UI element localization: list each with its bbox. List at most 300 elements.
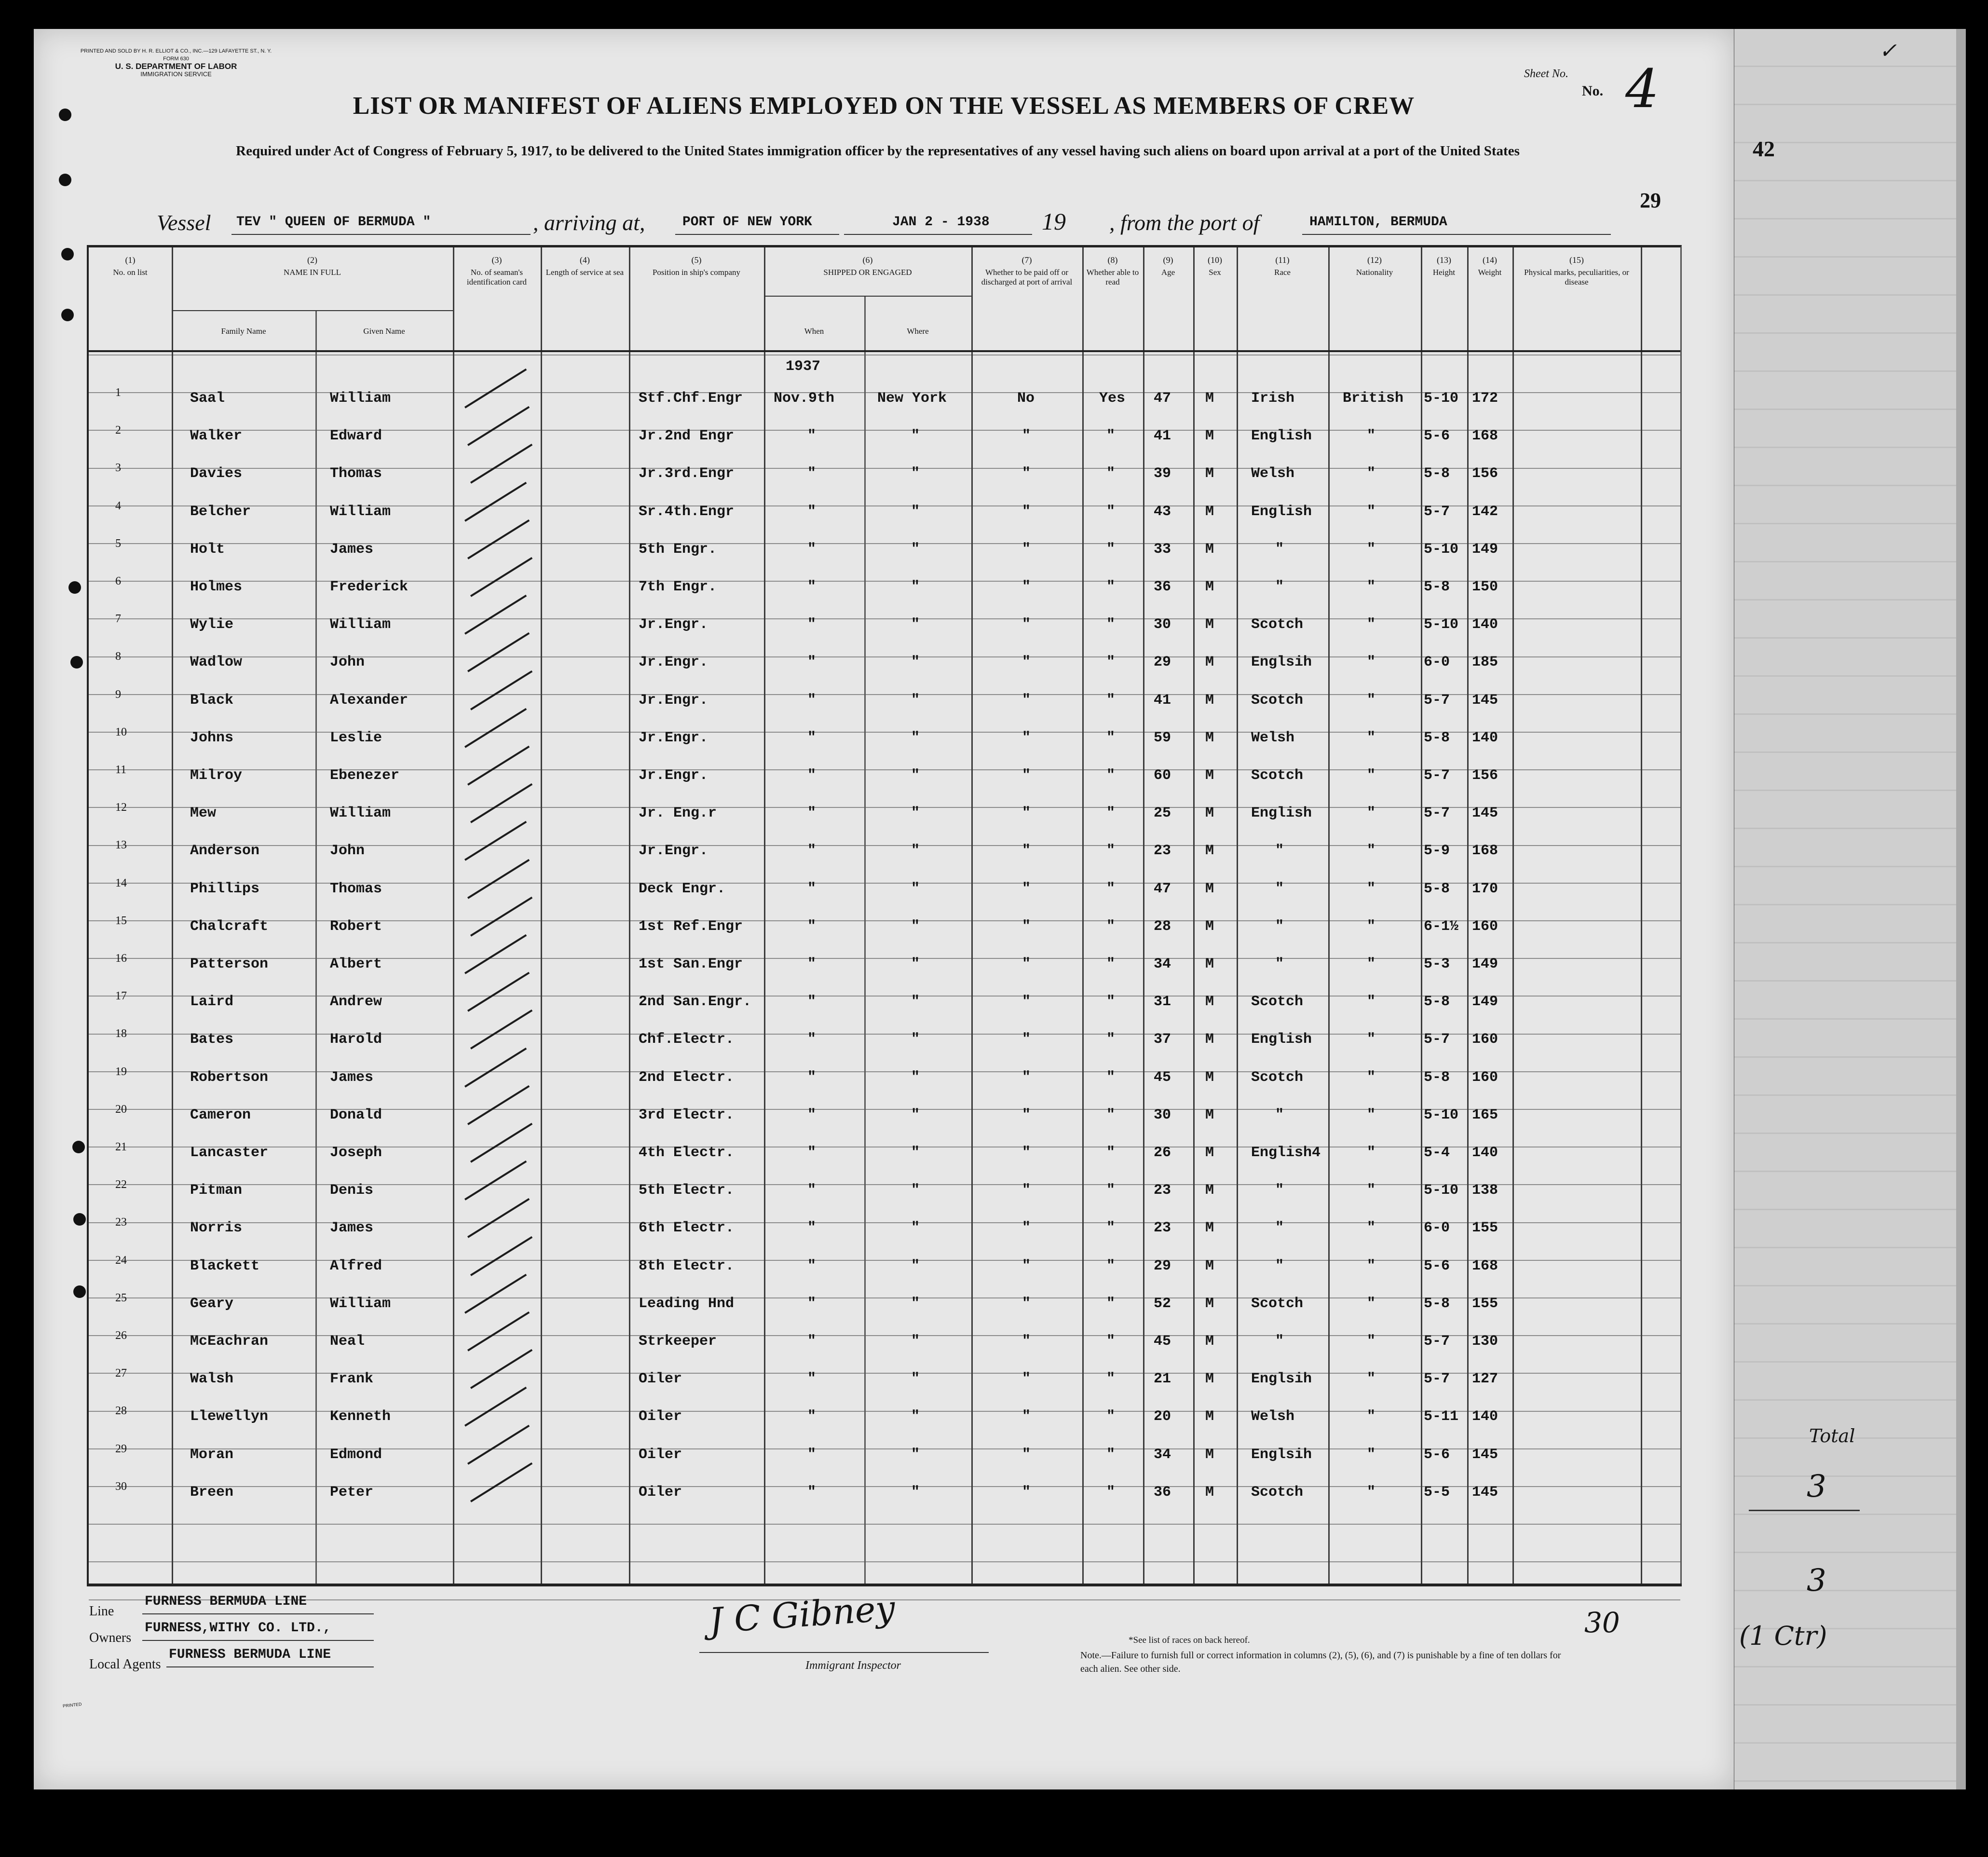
nationality: " <box>1367 1220 1376 1237</box>
able-to-read: " <box>1106 579 1116 595</box>
sex: M <box>1205 1333 1214 1350</box>
sex: M <box>1205 692 1214 709</box>
nationality: " <box>1367 692 1376 709</box>
header-num: (7) <box>1021 255 1032 265</box>
row-number: 19 <box>115 1065 127 1078</box>
height: 5-6 <box>1424 428 1450 445</box>
header-text: Position in ship's company <box>652 268 741 277</box>
race: Englsih <box>1251 1446 1312 1463</box>
races-note: *See list of races on back hereof. <box>1129 1635 1250 1645</box>
position: Oiler <box>639 1446 682 1463</box>
paid-off: " <box>1022 918 1031 935</box>
age: 20 <box>1154 1408 1171 1425</box>
header-text: Age <box>1161 268 1175 277</box>
punch-hole <box>72 1141 85 1153</box>
shipped-when: " <box>807 956 817 972</box>
inspector-signature: J C Gibney <box>708 1587 897 1641</box>
age: 41 <box>1154 428 1171 445</box>
weight: 140 <box>1472 729 1498 746</box>
shipped-when: " <box>807 428 817 445</box>
family-name: Phillips <box>190 880 260 897</box>
family-name: Walsh <box>190 1371 234 1388</box>
printer-imprint <box>46 47 306 78</box>
vessel-rule <box>231 234 531 235</box>
handwritten-count: 30 <box>1584 1606 1620 1639</box>
age: 37 <box>1154 1031 1171 1048</box>
arriving-label: , arriving at, <box>533 210 645 235</box>
age: 34 <box>1154 956 1171 972</box>
nationality: " <box>1367 579 1376 595</box>
header-text: NAME IN FULL <box>284 268 341 277</box>
row-number: 28 <box>115 1405 127 1418</box>
height: 5-11 <box>1424 1408 1459 1425</box>
header-paid-off <box>971 255 1082 287</box>
race: Scotch <box>1251 767 1304 784</box>
header-num: (5) <box>691 255 702 265</box>
sex: M <box>1205 1145 1214 1161</box>
height: 5-7 <box>1424 1333 1450 1350</box>
shipped-where: " <box>911 1145 920 1161</box>
row-number: 4 <box>115 499 121 512</box>
paid-off: " <box>1022 1031 1031 1048</box>
paid-off: " <box>1022 541 1031 558</box>
position: 5th Engr. <box>639 541 717 558</box>
row-number: 17 <box>115 990 127 1003</box>
able-to-read: " <box>1106 654 1116 671</box>
side-number-top: 42 <box>1753 137 1775 161</box>
age: 23 <box>1154 1220 1171 1237</box>
shipped-where: " <box>911 692 920 709</box>
shipped-where: " <box>911 729 920 746</box>
age: 21 <box>1154 1371 1171 1388</box>
family-name: Saal <box>190 390 225 407</box>
nationality: " <box>1367 880 1376 897</box>
header-num: (15) <box>1569 255 1584 265</box>
header-text: SHIPPED OR ENGAGED <box>823 268 912 277</box>
weight: 160 <box>1472 1069 1498 1086</box>
height: 5-7 <box>1424 1371 1450 1388</box>
shipped-where: " <box>911 1408 920 1425</box>
column-divider <box>629 247 630 1584</box>
shipped-where: " <box>911 956 920 972</box>
family-name: Laird <box>190 994 234 1010</box>
shipped-when: " <box>807 1333 817 1350</box>
nationality: " <box>1367 1182 1376 1199</box>
family-name: Mew <box>190 805 217 822</box>
position: 1st Ref.Engr <box>639 918 743 935</box>
height: 5-7 <box>1424 805 1450 822</box>
shipped-where: " <box>911 1484 920 1501</box>
family-name: Holmes <box>190 579 243 595</box>
seaman-card-check-mark <box>470 1462 532 1502</box>
column-divider <box>1512 247 1514 1584</box>
sex: M <box>1205 654 1214 671</box>
column-divider <box>1328 247 1330 1584</box>
paid-off: " <box>1022 880 1031 897</box>
age: 30 <box>1154 616 1171 633</box>
nationality: " <box>1367 428 1376 445</box>
able-to-read: " <box>1106 880 1116 897</box>
given-name: Robert <box>330 918 382 935</box>
agents-value: FURNESS BERMUDA LINE <box>169 1647 331 1662</box>
shipped-where: New York <box>877 390 947 407</box>
shipped-when: Nov.9th <box>774 390 835 407</box>
service-name: IMMIGRATION SERVICE <box>140 70 212 78</box>
header-nationality <box>1328 255 1421 277</box>
age: 41 <box>1154 692 1171 709</box>
seaman-card-check-mark <box>470 1123 532 1163</box>
printer-form-no: FORM 630 <box>163 56 189 62</box>
sex: M <box>1205 465 1214 482</box>
family-name: Pitman <box>190 1182 243 1199</box>
seaman-card-check-mark <box>467 859 530 899</box>
race: Scotch <box>1251 994 1304 1010</box>
paid-off: " <box>1022 616 1031 633</box>
height: 5-7 <box>1424 503 1450 520</box>
race: " <box>1275 843 1284 860</box>
position: Deck Engr. <box>639 880 726 897</box>
shipped-where: " <box>911 767 920 784</box>
nationality: " <box>1367 1145 1376 1161</box>
able-to-read: " <box>1106 843 1116 860</box>
page-subtitle: Required under Act of Congress of February 5, 1917, to be delivered to the United States immigration officer by the representatives of any vessel having such aliens on board upon arrival at a port of the United States <box>236 143 1520 159</box>
able-to-read: " <box>1106 1145 1116 1161</box>
age: 43 <box>1154 503 1171 520</box>
seaman-card-check-mark <box>464 1274 527 1314</box>
able-to-read: " <box>1106 1295 1116 1312</box>
header-weight <box>1467 255 1512 277</box>
row-number: 7 <box>115 613 121 626</box>
shipped-when: " <box>807 1295 817 1312</box>
family-name: Bates <box>190 1031 234 1048</box>
penalty-note: Note.—Failure to furnish full or correct information in columns (2), (5), (6), and (7) is punishable by a fine of ten dollars for each alien. See other side. <box>1080 1650 1561 1674</box>
age: 30 <box>1154 1106 1171 1123</box>
paid-off: " <box>1022 994 1031 1010</box>
shipped-where: " <box>911 1106 920 1123</box>
weight: 145 <box>1472 805 1498 822</box>
from-port-rule <box>1302 234 1611 235</box>
header-text: Height <box>1432 268 1456 277</box>
paid-off: " <box>1022 1333 1031 1350</box>
header-text: Race <box>1274 268 1291 277</box>
age: 34 <box>1154 1446 1171 1463</box>
nationality: " <box>1367 994 1376 1010</box>
column-divider <box>864 296 866 1584</box>
race: Scotch <box>1251 1484 1304 1501</box>
shipped-when: " <box>807 1106 817 1123</box>
seaman-card-check-mark <box>464 1387 527 1427</box>
position: Strkeeper <box>639 1333 717 1350</box>
shipped-where: " <box>911 616 920 633</box>
nationality: " <box>1367 465 1376 482</box>
able-to-read: " <box>1106 805 1116 822</box>
seaman-card-check-mark <box>464 821 527 861</box>
height: 6-1½ <box>1424 918 1459 935</box>
total-rule-1 <box>1749 1510 1860 1511</box>
position: Stf.Chf.Engr <box>639 390 743 407</box>
header-text: Physical marks, peculiarities, or disease <box>1524 268 1629 287</box>
seaman-card-check-mark <box>467 406 530 446</box>
given-name: Kenneth <box>330 1408 391 1425</box>
able-to-read: " <box>1106 994 1116 1010</box>
shipped-when: " <box>807 1220 817 1237</box>
header-num: (14) <box>1483 255 1497 265</box>
race: English4 <box>1251 1145 1321 1161</box>
position: Jr.Engr. <box>639 692 708 709</box>
nationality: " <box>1367 1484 1376 1501</box>
header-no-on-list <box>89 255 172 277</box>
row-number: 3 <box>115 462 121 475</box>
header-text: Length of service at sea <box>545 268 624 277</box>
position: Jr.Engr. <box>639 843 708 860</box>
family-name: Cameron <box>190 1106 251 1123</box>
position: 5th Electr. <box>639 1182 735 1199</box>
weight: 168 <box>1472 428 1498 445</box>
able-to-read: " <box>1106 1257 1116 1274</box>
sheet-no-value: 4 <box>1625 58 1659 120</box>
sex: M <box>1205 1257 1214 1274</box>
sex: M <box>1205 1069 1214 1086</box>
row-number: 9 <box>115 688 121 701</box>
weight: 149 <box>1472 541 1498 558</box>
position: Oiler <box>639 1484 682 1501</box>
family-name: Holt <box>190 541 225 558</box>
sex: M <box>1205 880 1214 897</box>
height: 5-5 <box>1424 1484 1450 1501</box>
position: 4th Electr. <box>639 1145 735 1161</box>
family-name: Wadlow <box>190 654 243 671</box>
seaman-card-check-mark <box>464 1047 527 1087</box>
shipped-where: " <box>911 843 920 860</box>
sheet-no-prefix: No. <box>1582 83 1604 99</box>
weight: 172 <box>1472 390 1498 407</box>
given-name: Leslie <box>330 729 382 746</box>
position: Jr.Engr. <box>639 616 708 633</box>
given-name: James <box>330 1069 374 1086</box>
position: Jr.Engr. <box>639 767 708 784</box>
age: 23 <box>1154 843 1171 860</box>
paid-off: " <box>1022 1295 1031 1312</box>
position: Jr.3rd.Engr <box>639 465 735 482</box>
nationality: " <box>1367 1408 1376 1425</box>
column-divider <box>1421 247 1422 1584</box>
height: 5-8 <box>1424 729 1450 746</box>
shipped-when: " <box>807 1145 817 1161</box>
height: 5-10 <box>1424 616 1459 633</box>
height: 5-3 <box>1424 956 1450 972</box>
column-divider <box>1193 247 1195 1584</box>
shipped-where: " <box>911 654 920 671</box>
header-text: Weight <box>1478 268 1502 277</box>
weight: 156 <box>1472 465 1498 482</box>
shipped-where: " <box>911 1031 920 1048</box>
family-name: McEachran <box>190 1333 269 1350</box>
weight: 149 <box>1472 994 1498 1010</box>
seaman-card-check-mark <box>467 519 530 560</box>
family-name: Geary <box>190 1295 234 1312</box>
seaman-card-check-mark <box>470 670 532 710</box>
position: 3rd Electr. <box>639 1106 735 1123</box>
line-label: Line <box>89 1604 114 1619</box>
seaman-card-check-mark <box>464 481 527 521</box>
given-name: William <box>330 503 391 520</box>
able-to-read: " <box>1106 503 1116 520</box>
family-name: Davies <box>190 465 243 482</box>
age: 29 <box>1154 1257 1171 1274</box>
nationality: " <box>1367 767 1376 784</box>
family-name: Blackett <box>190 1257 260 1274</box>
nationality: " <box>1367 1031 1376 1048</box>
able-to-read: " <box>1106 767 1116 784</box>
sex: M <box>1205 729 1214 746</box>
sex: M <box>1205 428 1214 445</box>
race: " <box>1275 956 1284 972</box>
shipped-when: " <box>807 880 817 897</box>
nationality: " <box>1367 1257 1376 1274</box>
shipped-when: " <box>807 994 817 1010</box>
seaman-card-check-mark <box>470 1010 532 1050</box>
weight: 170 <box>1472 880 1498 897</box>
column-divider <box>764 247 765 1584</box>
line-rule <box>142 1613 374 1614</box>
seaman-card-check-mark <box>464 369 527 409</box>
paid-off: " <box>1022 1257 1031 1274</box>
year-label: 19 <box>1042 208 1066 235</box>
row-number: 20 <box>115 1103 127 1116</box>
sex: M <box>1205 1220 1214 1237</box>
family-name: Anderson <box>190 843 260 860</box>
weight: 140 <box>1472 1145 1498 1161</box>
header-num: (2) <box>307 255 317 265</box>
able-to-read: " <box>1106 1031 1116 1048</box>
race: " <box>1275 918 1284 935</box>
seaman-card-check-mark <box>467 1198 530 1238</box>
punch-hole <box>61 309 74 321</box>
header-num: (13) <box>1437 255 1451 265</box>
header-num: (4) <box>580 255 590 265</box>
height: 5-4 <box>1424 1145 1450 1161</box>
race: English <box>1251 428 1312 445</box>
given-name: Edmond <box>330 1446 382 1463</box>
row-number: 6 <box>115 575 121 587</box>
header-text: No. of seaman's identification card <box>466 268 527 287</box>
owners-rule <box>142 1640 374 1641</box>
header-where: Where <box>907 327 929 336</box>
paid-off: " <box>1022 692 1031 709</box>
shipped-when: " <box>807 1408 817 1425</box>
paid-off: " <box>1022 579 1031 595</box>
race: " <box>1275 1220 1284 1237</box>
page-title: LIST OR MANIFEST OF ALIENS EMPLOYED ON THE VESSEL AS MEMBERS OF CREW <box>353 92 1415 120</box>
nationality: " <box>1367 541 1376 558</box>
height: 5-8 <box>1424 1295 1450 1312</box>
nationality: " <box>1367 1069 1376 1086</box>
weight: 160 <box>1472 1031 1498 1048</box>
shipped-subheader-rule <box>764 296 971 297</box>
able-to-read: " <box>1106 1408 1116 1425</box>
row-number: 27 <box>115 1367 127 1380</box>
shipped-when: " <box>807 692 817 709</box>
given-name: Frederick <box>330 579 408 595</box>
family-name: Chalcraft <box>190 918 269 935</box>
header-bottom-rule <box>89 350 1680 352</box>
family-name: Norris <box>190 1220 243 1237</box>
shipped-when: " <box>807 1371 817 1388</box>
punch-hole <box>73 1213 86 1226</box>
seaman-card-check-mark <box>470 444 532 484</box>
shipped-when: " <box>807 1069 817 1086</box>
age: 39 <box>1154 465 1171 482</box>
height: 5-8 <box>1424 1069 1450 1086</box>
row-number: 22 <box>115 1178 127 1191</box>
weight: 150 <box>1472 579 1498 595</box>
paid-off: " <box>1022 956 1031 972</box>
able-to-read: " <box>1106 541 1116 558</box>
sex: M <box>1205 994 1214 1010</box>
shipped-when: " <box>807 1446 817 1463</box>
shipped-where: " <box>911 1182 920 1199</box>
nationality: " <box>1367 1371 1376 1388</box>
header-text: Nationality <box>1356 268 1393 277</box>
given-name: William <box>330 1295 391 1312</box>
shipped-where: " <box>911 918 920 935</box>
vessel-name: TEV " QUEEN OF BERMUDA " <box>236 215 431 230</box>
sex: M <box>1205 1484 1214 1501</box>
seaman-card-check-mark <box>470 1236 532 1276</box>
nationality: " <box>1367 956 1376 972</box>
inspector-label: Immigrant Inspector <box>805 1659 901 1672</box>
age: 33 <box>1154 541 1171 558</box>
height: 5-10 <box>1424 1106 1459 1123</box>
weight: 127 <box>1472 1371 1498 1388</box>
side-number-middle: 29 <box>1640 189 1661 212</box>
paid-off: No <box>1017 390 1035 407</box>
family-name: Breen <box>190 1484 234 1501</box>
height: 5-8 <box>1424 465 1450 482</box>
given-name: Peter <box>330 1484 374 1501</box>
table-bottom-rule <box>87 1584 1682 1586</box>
row-number: 15 <box>115 914 127 927</box>
shipped-when: " <box>807 1257 817 1274</box>
crew-table <box>87 245 1682 1584</box>
race: " <box>1275 880 1284 897</box>
paid-off: " <box>1022 1371 1031 1388</box>
shipped-where: " <box>911 579 920 595</box>
row-number: 18 <box>115 1027 127 1040</box>
age: 59 <box>1154 729 1171 746</box>
weight: 145 <box>1472 1446 1498 1463</box>
nationality: " <box>1367 805 1376 822</box>
column-divider <box>1641 247 1642 1584</box>
nationality: " <box>1367 1295 1376 1312</box>
header-seaman-card <box>453 255 541 287</box>
shipped-where: " <box>911 880 920 897</box>
header-num: (11) <box>1275 255 1290 265</box>
height: 5-7 <box>1424 692 1450 709</box>
punch-hole <box>59 174 71 186</box>
height: 5-9 <box>1424 843 1450 860</box>
paid-off: " <box>1022 1182 1031 1199</box>
height: 5-10 <box>1424 390 1459 407</box>
paid-off: " <box>1022 1145 1031 1161</box>
race: " <box>1275 1106 1284 1123</box>
sex: M <box>1205 579 1214 595</box>
name-subheader-rule <box>172 310 453 311</box>
sex: M <box>1205 956 1214 972</box>
weight: 155 <box>1472 1220 1498 1237</box>
given-name: Frank <box>330 1371 374 1388</box>
shipped-when: " <box>807 465 817 482</box>
